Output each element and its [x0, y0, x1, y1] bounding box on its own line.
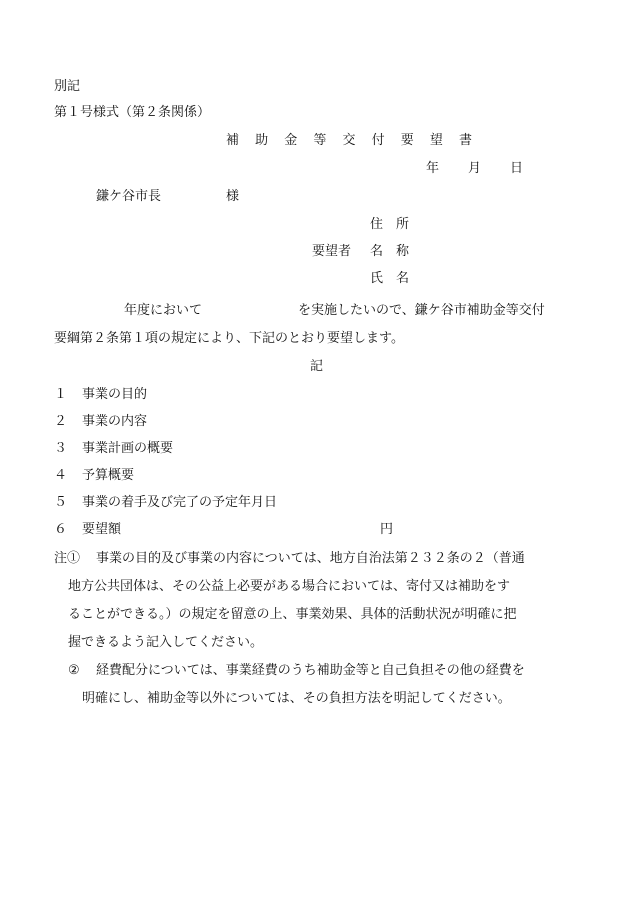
note2-line: 明確にし、補助金等以外については、その負担方法を明記してください。 — [82, 691, 511, 706]
body-line1: を実施したいので、鎌ケ谷市補助金等交付 — [298, 303, 545, 318]
item-purpose: 事業の目的 — [82, 387, 148, 402]
body-line2: 要綱第２条第１項の規定により、下記のとおり要望します。 — [54, 331, 404, 346]
addressee-mayor: 鎌ケ谷市長 — [96, 189, 162, 204]
date-month: 月 — [468, 161, 482, 176]
note1-line: 握できるよう記入してください。 — [68, 635, 264, 650]
address-label: 住 所 — [370, 217, 410, 232]
appendix-label: 別記 — [54, 79, 81, 94]
item-number: ４ — [54, 468, 68, 483]
item-number: ５ — [54, 495, 68, 510]
item-schedule: 事業の着手及び完了の予定年月日 — [82, 495, 278, 510]
item-budget: 予算概要 — [82, 468, 135, 483]
form-number: 第１号様式（第２条関係） — [54, 105, 211, 120]
item-plan: 事業計画の概要 — [82, 441, 174, 456]
note2-label: ② — [68, 663, 80, 678]
item-number: ３ — [54, 441, 68, 456]
item-number: ６ — [54, 522, 68, 537]
note2-line: 経費配分については、事業経費のうち補助金等と自己負担その他の経費を — [96, 663, 525, 678]
item-number: １ — [54, 387, 68, 402]
item-number: ２ — [54, 414, 68, 429]
item-request-amount: 要望額 — [82, 522, 122, 537]
note1-line: 事業の目的及び事業の内容については、地方自治法第２３２条の２（普通 — [96, 551, 525, 566]
item-content: 事業の内容 — [82, 414, 148, 429]
form-title: 補 助 金 等 交 付 要 望 書 — [226, 133, 479, 148]
ki-heading: 記 — [310, 359, 324, 374]
note1-label: 注① — [54, 551, 81, 566]
date-year: 年 — [426, 161, 440, 176]
date-day: 日 — [510, 161, 524, 176]
note1-line: 地方公共団体は、その公益上必要がある場合においては、寄付又は補助をす — [68, 579, 511, 594]
org-name-label: 名 称 — [370, 244, 410, 259]
person-name-label: 氏 名 — [370, 271, 410, 286]
amount-unit: 円 — [380, 522, 394, 537]
note1-line: ることができる。）の規定を留意の上、事業効果、具体的活動状況が明確に把 — [68, 607, 517, 622]
addressee-honorific: 様 — [226, 189, 240, 204]
requester-label: 要望者 — [312, 244, 352, 259]
body-fiscal-year: 年度において — [124, 303, 203, 318]
